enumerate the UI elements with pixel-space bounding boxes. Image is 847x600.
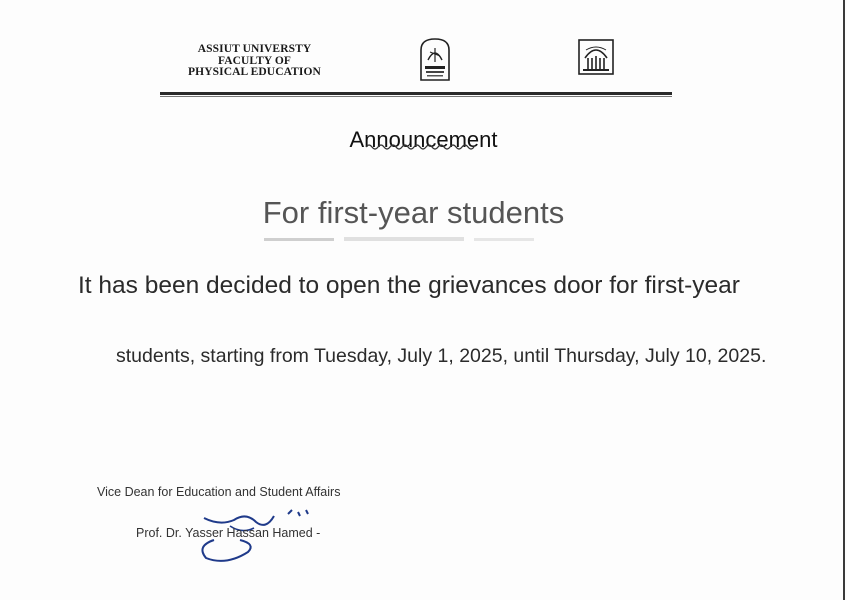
institution-line: ASSIUT UNIVERSTY xyxy=(197,43,312,55)
page-edge xyxy=(843,0,845,600)
underline-smudge xyxy=(244,236,574,244)
institution-name xyxy=(172,44,337,79)
body-text-line: It has been decided to open the grievances door for first-year xyxy=(78,272,740,299)
body-text-line: students, starting from Tuesday, July 1, 2025, until Thursday, July 10, 2025. xyxy=(116,345,767,367)
subtitle: For first-year students xyxy=(262,195,565,230)
signatory-title: Vice Dean for Education and Student Affairs xyxy=(97,485,341,499)
header-rule xyxy=(160,92,672,95)
signatory-name: Prof. Dr. Yasser Hassan Hamed - xyxy=(136,526,321,540)
university-logo-icon xyxy=(577,38,615,76)
faculty-logo-icon xyxy=(418,36,452,84)
page-title: Announcement xyxy=(349,127,498,152)
institution-line: PHYSICAL EDUCATION xyxy=(188,66,321,78)
title-underline xyxy=(366,143,476,151)
institution-line: FACULTY OF xyxy=(217,54,292,67)
header-rule-thin xyxy=(160,96,672,97)
